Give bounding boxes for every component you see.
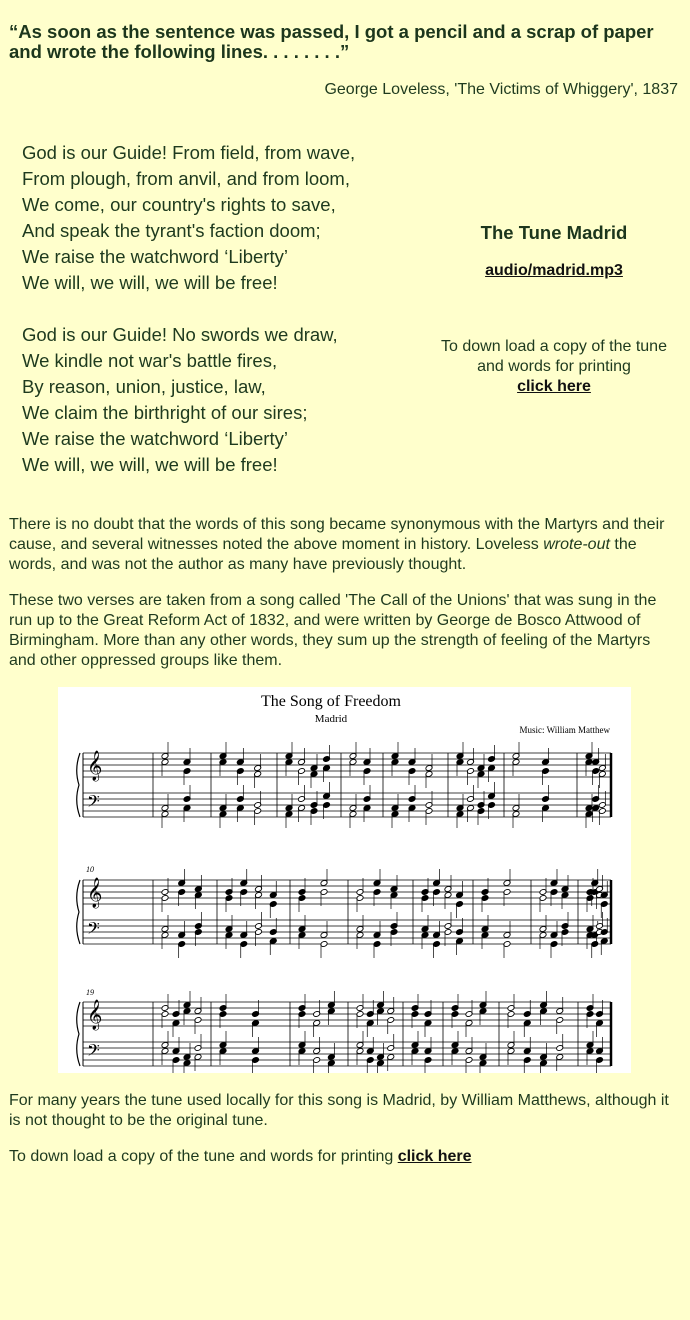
- music-staves: [77, 742, 611, 1073]
- verse-line: We come, our country's rights to save,: [22, 194, 336, 215]
- paragraph-text: the words, and was not the author as many have previously thought.: [9, 536, 637, 573]
- score-composer: Music: William Matthew: [519, 725, 610, 735]
- paragraph-call-of-unions: These two verses are taken from a song called 'The Call of the Unions' that was sung in the run up to the Great Reform Act of 1832, and were written by George de Bosco Attwood of Birmingham. More than any other words, they sum up the strength of feeling of the Martyrs and other oppressed groups like them.: [9, 592, 657, 669]
- verse-line: We raise the watchword ‘Liberty’: [22, 428, 288, 449]
- download-link[interactable]: click here: [397, 1148, 472, 1165]
- verse-line: We will, we will, we will be free!: [22, 272, 278, 293]
- verse-line: God is our Guide! From field, from wave,: [22, 142, 356, 163]
- svg-text:𝄢: 𝄢: [87, 918, 100, 942]
- audio-link[interactable]: audio/madrid.mp3: [485, 262, 623, 279]
- svg-text:𝄢: 𝄢: [87, 791, 100, 815]
- verse-line: We raise the watchword ‘Liberty’: [22, 246, 288, 267]
- paragraph-martyrs: [9, 515, 679, 575]
- score-title: The Song of Freedom: [261, 693, 401, 710]
- verse-line: We claim the birthright of our sires;: [22, 402, 308, 423]
- measure-number-10: 10: [86, 865, 94, 874]
- paragraph-download: [9, 1147, 679, 1167]
- download-text: To down load a copy of the tune and words for printing: [9, 1148, 398, 1165]
- sheet-music-image: [58, 687, 631, 1073]
- verse-line: And speak the tyrant's faction doom;: [22, 220, 321, 241]
- emphasis-wrote-out: wrote-out: [543, 536, 610, 553]
- verse-line: By reason, union, justice, law,: [22, 376, 266, 397]
- verse-line: From plough, from anvil, and from loom,: [22, 168, 350, 189]
- verse-line: We will, we will, we will be free!: [22, 454, 278, 475]
- verse-2: [22, 322, 442, 478]
- opening-quote: “As soon as the sentence was passed, I got a pencil and a scrap of paper and wrote the following lines. . . . . . . .”: [9, 21, 654, 62]
- svg-text:𝄢: 𝄢: [87, 1040, 100, 1064]
- measure-number-19: 19: [86, 988, 94, 997]
- svg-text:𝄞: 𝄞: [87, 751, 103, 781]
- tune-download-link[interactable]: click here: [517, 378, 591, 395]
- tune-download-text: To down load a copy of the tune and words for printing: [441, 338, 667, 375]
- score-subtitle: Madrid: [314, 713, 348, 725]
- verse-1: [22, 140, 442, 296]
- svg-text:𝄞: 𝄞: [87, 878, 103, 908]
- paragraph-tune-history: For many years the tune used locally for this song is Madrid, by William Matthews, although it is not thought to be the original tune.: [9, 1092, 669, 1129]
- svg-text:𝄞: 𝄞: [87, 1000, 103, 1030]
- verse-line: We kindle not war's battle fires,: [22, 350, 278, 371]
- quote-attribution: George Loveless, 'The Victims of Whiggery', 1837: [324, 81, 678, 98]
- tune-download-note: [440, 337, 668, 397]
- verse-line: God is our Guide! No swords we draw,: [22, 324, 338, 345]
- paragraph-text: There is no doubt that the words of this song became synonymous with the Martyrs and their cause, and several witnesses noted the above moment in history. Loveless: [9, 516, 665, 553]
- tune-title: The Tune Madrid: [480, 222, 628, 243]
